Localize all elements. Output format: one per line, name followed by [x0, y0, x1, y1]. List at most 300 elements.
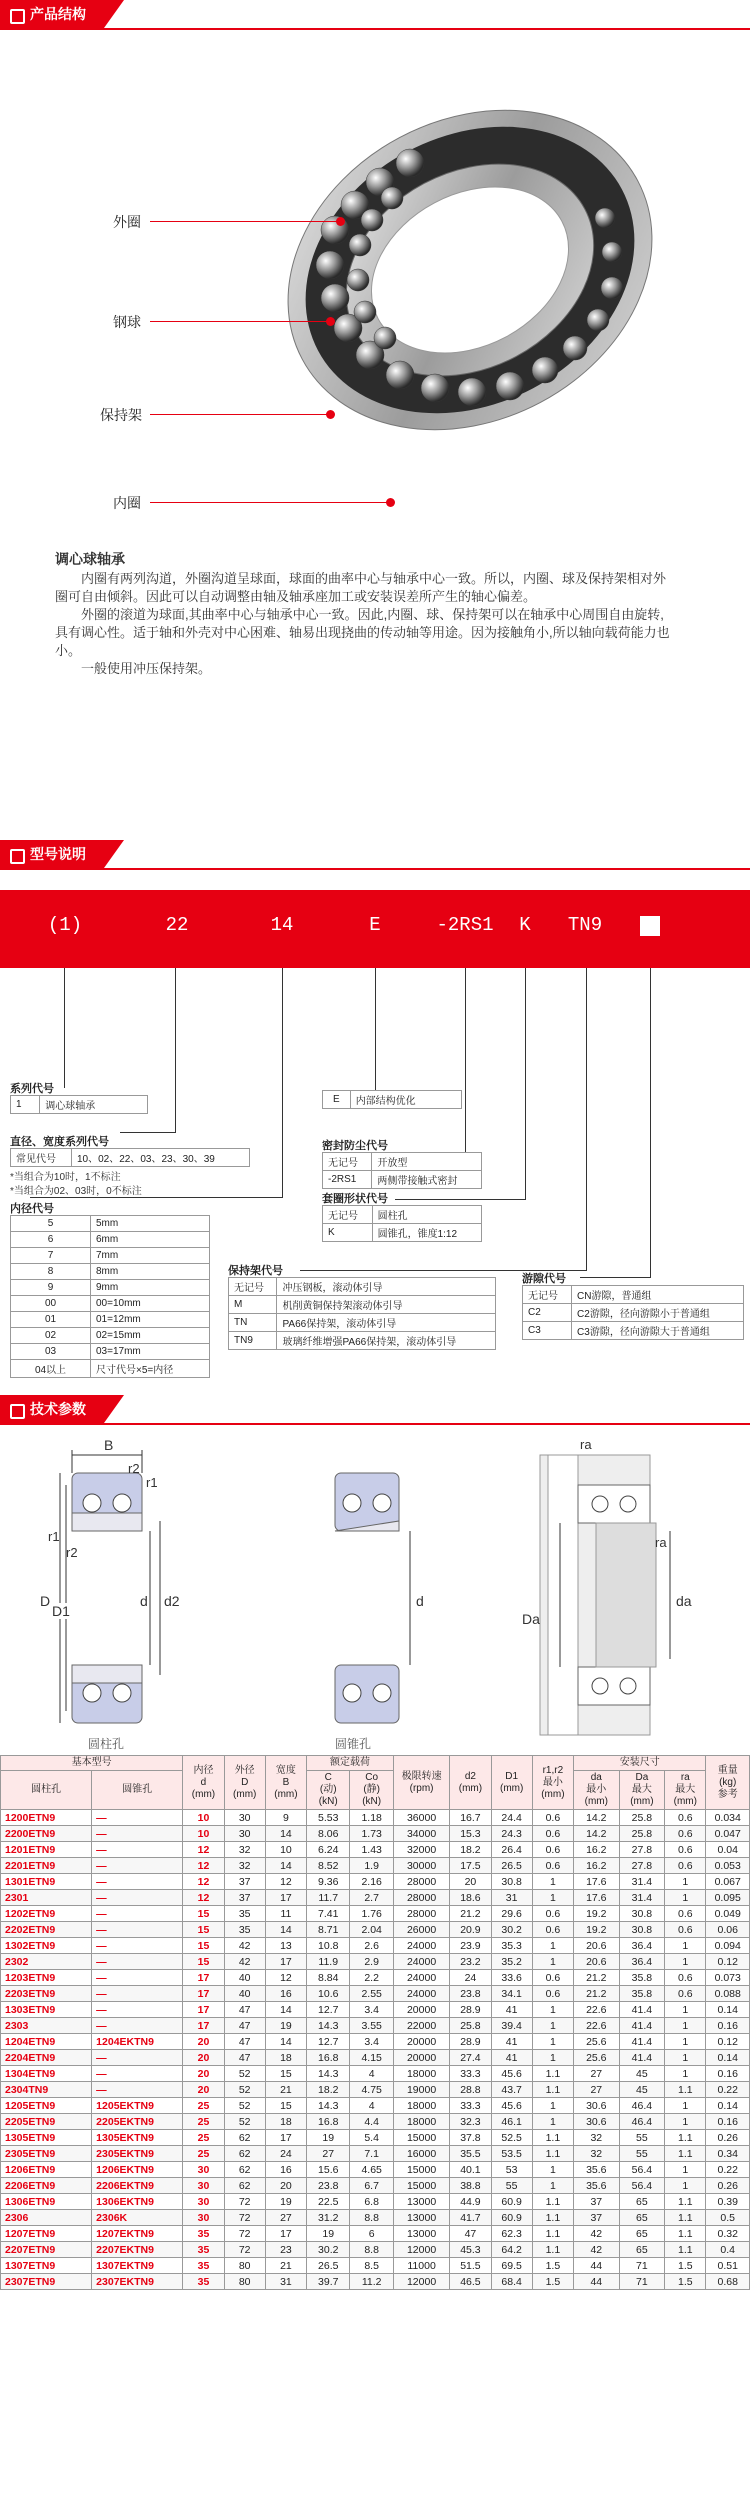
- table-row: [1, 1874, 750, 1890]
- table-cell: 37: [224, 1890, 265, 1906]
- table-cell: C2游隙，径向游隙小于普通组: [572, 1304, 744, 1322]
- table-cell: 6: [11, 1232, 91, 1248]
- table-cell: 0.6: [532, 1906, 573, 1922]
- dimension-drawings: [0, 1425, 750, 1755]
- table-cell: 26.5: [491, 1858, 532, 1874]
- table-cell: 1305EKTN9: [92, 2130, 183, 2146]
- table-row: [523, 1286, 744, 1304]
- table-row: [1, 2130, 750, 2146]
- table-cell: 1: [532, 2018, 573, 2034]
- table-cell: 52: [224, 2066, 265, 2082]
- table-cell: TN9: [229, 1332, 277, 1350]
- table-row: [1, 1970, 750, 1986]
- table-cell: 35.8: [619, 1970, 665, 1986]
- code-width: 22: [165, 914, 189, 936]
- table-cell: 20: [265, 2178, 306, 2194]
- table-cell: 20: [450, 1874, 491, 1890]
- table-cell: 71: [619, 2274, 665, 2290]
- table-cell: 56.4: [619, 2178, 665, 2194]
- table-cell: 3.4: [350, 2034, 393, 2050]
- header-basic-model: 基本型号: [1, 1756, 183, 1771]
- table-cell: —: [92, 2002, 183, 2018]
- table-cell: 46.1: [491, 2114, 532, 2130]
- table-cell: 14.3: [307, 2098, 350, 2114]
- table-cell: 冲压钢板，滚动体引导: [277, 1278, 496, 1296]
- table-cell: 23.8: [450, 1986, 491, 2002]
- connector: [580, 1277, 651, 1278]
- header-cylindrical: 圆柱孔: [1, 1771, 92, 1810]
- table-cell: 44.9: [450, 2194, 491, 2210]
- table-cell: 15: [265, 2098, 306, 2114]
- table-row: [11, 1264, 210, 1280]
- table-cell: 17: [265, 1954, 306, 1970]
- table-cell: 17: [265, 2226, 306, 2242]
- table-cell: 5mm: [91, 1216, 210, 1232]
- table-cell: 10: [265, 1842, 306, 1858]
- table-row: [229, 1314, 496, 1332]
- table-cell: 1307ETN9: [1, 2258, 92, 2274]
- table-cell: 17: [183, 1986, 224, 2002]
- table-row: [1, 1954, 750, 1970]
- table-header-row: [1, 1756, 750, 1771]
- table-row: [1, 2114, 750, 2130]
- table-cell: —: [92, 2082, 183, 2098]
- table-cell: CN游隙，普通组: [572, 1286, 744, 1304]
- table-cell: 4.15: [350, 2050, 393, 2066]
- table-cell: 0.51: [706, 2258, 750, 2274]
- table-cell: 2305EKTN9: [92, 2146, 183, 2162]
- table-cell: 7mm: [91, 1248, 210, 1264]
- width-code-table: [10, 1148, 250, 1167]
- table-cell: C3: [523, 1322, 572, 1340]
- table-cell: 2207ETN9: [1, 2242, 92, 2258]
- code-series: (1): [47, 914, 83, 936]
- table-row: [1, 2226, 750, 2242]
- table-cell: 28000: [393, 1874, 449, 1890]
- table-cell: 62.3: [491, 2226, 532, 2242]
- leader-ball: [150, 321, 330, 322]
- clearance-code-table: [522, 1285, 744, 1340]
- table-cell: 15.6: [307, 2162, 350, 2178]
- table-cell: 27: [265, 2210, 306, 2226]
- table-cell: 44: [574, 2274, 620, 2290]
- table-cell: 12000: [393, 2274, 449, 2290]
- table-cell: 35.5: [450, 2146, 491, 2162]
- caption-cylindrical-bore: 圆柱孔: [88, 1737, 125, 1751]
- table-cell: 6: [350, 2226, 393, 2242]
- table-cell: —: [92, 1954, 183, 1970]
- table-cell: 1.1: [532, 2194, 573, 2210]
- table-cell: 16000: [393, 2146, 449, 2162]
- table-cell: 0.047: [706, 1826, 750, 1842]
- table-cell: 0.053: [706, 1858, 750, 1874]
- table-cell: 1: [532, 2034, 573, 2050]
- series-code-title: 系列代号: [10, 1083, 54, 1095]
- table-cell: 27: [574, 2066, 620, 2082]
- table-cell: 52: [224, 2082, 265, 2098]
- header-rated-load: 额定载荷: [307, 1756, 394, 1771]
- table-cell: 0.6: [532, 1810, 573, 1826]
- marker-ball: [326, 317, 335, 326]
- table-cell: 2303: [1, 2018, 92, 2034]
- table-cell: 14: [265, 1858, 306, 1874]
- table-cell: 2305ETN9: [1, 2146, 92, 2162]
- table-cell: 1303ETN9: [1, 2002, 92, 2018]
- label-da-inner: da: [676, 1593, 692, 1609]
- description-title: 调心球轴承: [55, 551, 125, 567]
- table-cell: 0.68: [706, 2274, 750, 2290]
- code-seal: -2RS1: [436, 914, 494, 936]
- table-cell: 3.55: [350, 2018, 393, 2034]
- table-cell: 62: [224, 2162, 265, 2178]
- table-cell: 18: [265, 2050, 306, 2066]
- cage-code-table: [228, 1277, 496, 1350]
- leader-inner-ring: [150, 502, 390, 503]
- table-cell: 52.5: [491, 2130, 532, 2146]
- table-cell: 40: [224, 1986, 265, 2002]
- table-row: [1, 2050, 750, 2066]
- width-code-title: 直径、宽度系列代号: [10, 1136, 109, 1148]
- table-row: [11, 1344, 210, 1360]
- table-cell: 01: [11, 1312, 91, 1328]
- table-cell: 2206ETN9: [1, 2178, 92, 2194]
- table-cell: 0.067: [706, 1874, 750, 1890]
- table-cell: 0.22: [706, 2082, 750, 2098]
- table-cell: 18000: [393, 2114, 449, 2130]
- table-cell: 24000: [393, 1954, 449, 1970]
- connector: [175, 968, 176, 1133]
- table-cell: 12.7: [307, 2034, 350, 2050]
- table-row: [11, 1149, 250, 1167]
- table-cell: —: [92, 2050, 183, 2066]
- table-row: [1, 1810, 750, 1826]
- table-cell: 21.2: [574, 1970, 620, 1986]
- table-row: [323, 1091, 462, 1109]
- table-cell: 52: [224, 2114, 265, 2130]
- section-header-model: [0, 840, 750, 870]
- table-cell: 28.9: [450, 2002, 491, 2018]
- table-cell: 31.4: [619, 1874, 665, 1890]
- table-cell: 1: [665, 2098, 706, 2114]
- table-cell: 17.6: [574, 1874, 620, 1890]
- table-cell: 36000: [393, 1810, 449, 1826]
- table-row: [1, 2082, 750, 2098]
- table-cell: 0.12: [706, 1954, 750, 1970]
- label-d2: d2: [164, 1593, 180, 1609]
- table-cell: —: [92, 1874, 183, 1890]
- table-cell: 41.4: [619, 2018, 665, 2034]
- table-cell: 1: [665, 2178, 706, 2194]
- bore-shape-code-title: 套圈形状代号: [322, 1193, 388, 1205]
- table-cell: 1.73: [350, 1826, 393, 1842]
- table-cell: —: [92, 2018, 183, 2034]
- table-cell: 无记号: [323, 1206, 373, 1224]
- table-cell: 10.8: [307, 1938, 350, 1954]
- table-cell: 0.073: [706, 1970, 750, 1986]
- table-cell: 0.6: [532, 1922, 573, 1938]
- table-cell: 30.8: [619, 1922, 665, 1938]
- table-row: [1, 2066, 750, 2082]
- table-cell: 2.16: [350, 1874, 393, 1890]
- table-cell: 16.8: [307, 2114, 350, 2130]
- table-cell: E: [323, 1091, 351, 1109]
- description-paragraph: 一般使用冲压保持架。: [81, 661, 212, 676]
- table-cell: 1.18: [350, 1810, 393, 1826]
- width-note: *当组合为02、03时，0不标注: [10, 1186, 142, 1197]
- table-cell: 47: [224, 2050, 265, 2066]
- table-cell: 22.6: [574, 2002, 620, 2018]
- table-cell: 2307ETN9: [1, 2274, 92, 2290]
- header-outer-d: 外径 D (mm): [224, 1756, 265, 1810]
- table-cell: 18.2: [307, 2082, 350, 2098]
- table-cell: 9.36: [307, 1874, 350, 1890]
- table-cell: 24: [265, 2146, 306, 2162]
- table-cell: 16.8: [307, 2050, 350, 2066]
- table-cell: 18.6: [450, 1890, 491, 1906]
- table-cell: 55: [619, 2130, 665, 2146]
- table-cell: 42: [224, 1954, 265, 1970]
- code-structure: E: [369, 914, 381, 936]
- model-code-bar: [0, 890, 750, 968]
- table-cell: C2: [523, 1304, 572, 1322]
- code-bore-shape: K: [519, 914, 531, 936]
- table-cell: 30: [183, 2194, 224, 2210]
- table-cell: 02: [11, 1328, 91, 1344]
- table-cell: 25: [183, 2146, 224, 2162]
- table-cell: 28.9: [450, 2034, 491, 2050]
- table-cell: 37: [574, 2210, 620, 2226]
- table-cell: 26.4: [491, 1842, 532, 1858]
- table-cell: 0.6: [665, 1826, 706, 1842]
- table-cell: 23.8: [307, 2178, 350, 2194]
- table-cell: 0.26: [706, 2130, 750, 2146]
- label-ra-top: ra: [580, 1437, 592, 1452]
- table-cell: 12: [183, 1890, 224, 1906]
- table-cell: 00=10mm: [91, 1296, 210, 1312]
- table-cell: 15: [183, 1954, 224, 1970]
- table-cell: 1.1: [665, 2082, 706, 2098]
- table-cell: 41: [491, 2002, 532, 2018]
- connector: [650, 968, 651, 1278]
- table-cell: 20: [183, 2066, 224, 2082]
- table-row: [323, 1171, 482, 1189]
- table-cell: 11000: [393, 2258, 449, 2274]
- table-cell: 2.7: [350, 1890, 393, 1906]
- table-cell: 1306ETN9: [1, 2194, 92, 2210]
- table-cell: 0.39: [706, 2194, 750, 2210]
- table-cell: 13000: [393, 2194, 449, 2210]
- table-cell: 72: [224, 2210, 265, 2226]
- label-ball: 钢球: [113, 314, 141, 330]
- table-cell: 27.4: [450, 2050, 491, 2066]
- table-cell: 32: [574, 2130, 620, 2146]
- table-cell: 19.2: [574, 1906, 620, 1922]
- table-cell: 4.4: [350, 2114, 393, 2130]
- table-cell: 46.4: [619, 2114, 665, 2130]
- table-cell: 0.095: [706, 1890, 750, 1906]
- table-cell: 1.5: [532, 2258, 573, 2274]
- table-cell: 2.04: [350, 1922, 393, 1938]
- code-clearance-box: [640, 916, 660, 936]
- table-cell: 38.8: [450, 2178, 491, 2194]
- label-r1: r1: [146, 1475, 158, 1490]
- table-cell: 37: [574, 2194, 620, 2210]
- table-cell: 0.16: [706, 2114, 750, 2130]
- table-cell: 1: [532, 2098, 573, 2114]
- table-cell: 2206EKTN9: [92, 2178, 183, 2194]
- table-cell: 31: [491, 1890, 532, 1906]
- table-cell: 62: [224, 2146, 265, 2162]
- label-d-outer: D: [40, 1593, 51, 1609]
- table-cell: 41: [491, 2034, 532, 2050]
- table-cell: 2301: [1, 1890, 92, 1906]
- table-cell: 01=12mm: [91, 1312, 210, 1328]
- table-cell: 24.3: [491, 1826, 532, 1842]
- table-cell: 32.3: [450, 2114, 491, 2130]
- table-cell: 23: [265, 2242, 306, 2258]
- section-header-structure: [0, 0, 750, 30]
- table-cell: 26000: [393, 1922, 449, 1938]
- table-cell: 7.1: [350, 2146, 393, 2162]
- table-row: [1, 1906, 750, 1922]
- connector: [64, 968, 65, 1088]
- table-cell: 1.1: [665, 2226, 706, 2242]
- label-inner-ring: 内圈: [113, 495, 141, 511]
- table-cell: —: [92, 1826, 183, 1842]
- table-cell: 25: [183, 2098, 224, 2114]
- table-row: [11, 1296, 210, 1312]
- table-cell: 15000: [393, 2130, 449, 2146]
- table-cell: 0.6: [532, 1970, 573, 1986]
- table-cell: 12: [265, 1874, 306, 1890]
- header-r: r1,r2 最小 (mm): [532, 1756, 573, 1810]
- table-cell: 1: [532, 2050, 573, 2066]
- seal-code-table: [322, 1152, 482, 1189]
- table-row: [523, 1304, 744, 1322]
- table-cell: 29.6: [491, 1906, 532, 1922]
- table-cell: 7: [11, 1248, 91, 1264]
- table-cell: 6.7: [350, 2178, 393, 2194]
- label-d1: D1: [52, 1603, 70, 1619]
- table-cell: 3.4: [350, 2002, 393, 2018]
- table-cell: 47: [224, 2034, 265, 2050]
- table-cell: 68.4: [491, 2274, 532, 2290]
- table-row: [1, 2034, 750, 2050]
- table-cell: 30.8: [619, 1906, 665, 1922]
- table-cell: 17.6: [574, 1890, 620, 1906]
- table-cell: 62: [224, 2178, 265, 2194]
- table-cell: 0.4: [706, 2242, 750, 2258]
- table-cell: 24000: [393, 1970, 449, 1986]
- table-cell: 1: [665, 2002, 706, 2018]
- table-cell: 20: [183, 2034, 224, 2050]
- table-row: [1, 2018, 750, 2034]
- table-cell: —: [92, 2066, 183, 2082]
- table-cell: 0.34: [706, 2146, 750, 2162]
- label-r2: r2: [128, 1461, 140, 1476]
- table-cell: 2.2: [350, 1970, 393, 1986]
- series-code-table: [10, 1095, 148, 1114]
- connector: [120, 1132, 176, 1133]
- table-cell: 17: [183, 1970, 224, 1986]
- table-cell: 65: [619, 2226, 665, 2242]
- table-cell: 16.2: [574, 1842, 620, 1858]
- table-cell: 2201ETN9: [1, 1858, 92, 1874]
- table-cell: 30000: [393, 1858, 449, 1874]
- table-cell: 2204ETN9: [1, 2050, 92, 2066]
- table-cell: 1.1: [665, 2130, 706, 2146]
- table-cell: 10: [183, 1810, 224, 1826]
- table-cell: 36.4: [619, 1954, 665, 1970]
- table-cell: 18000: [393, 2098, 449, 2114]
- table-cell: 1204ETN9: [1, 2034, 92, 2050]
- table-cell: 0.049: [706, 1906, 750, 1922]
- table-cell: 0.14: [706, 2098, 750, 2114]
- table-cell: 20: [183, 2050, 224, 2066]
- table-cell: 32: [574, 2146, 620, 2162]
- table-cell: 0.22: [706, 2162, 750, 2178]
- table-cell: 5.53: [307, 1810, 350, 1826]
- table-cell: 圆柱孔: [372, 1206, 481, 1224]
- table-cell: 16.7: [450, 1810, 491, 1826]
- table-cell: 1.1: [532, 2066, 573, 2082]
- table-cell: 45.3: [450, 2242, 491, 2258]
- marker-cage: [326, 410, 335, 419]
- table-cell: 2302: [1, 1954, 92, 1970]
- table-cell: 30.2: [491, 1922, 532, 1938]
- table-row: [229, 1296, 496, 1314]
- table-cell: 1: [665, 1890, 706, 1906]
- table-cell: 20000: [393, 2002, 449, 2018]
- table-cell: 14: [265, 2034, 306, 2050]
- table-cell: 17.5: [450, 1858, 491, 1874]
- table-cell: 25.6: [574, 2050, 620, 2066]
- table-cell: 15000: [393, 2162, 449, 2178]
- table-cell: 22.6: [574, 2018, 620, 2034]
- table-cell: 1: [665, 1954, 706, 1970]
- table-cell: 25.8: [619, 1826, 665, 1842]
- header-mount: 安装尺寸: [574, 1756, 706, 1771]
- table-cell: 1.1: [532, 2210, 573, 2226]
- table-cell: 1: [665, 2114, 706, 2130]
- table-cell: PA66保持架，滚动体引导: [277, 1314, 496, 1332]
- table-cell: 18.2: [450, 1842, 491, 1858]
- table-cell: 15: [265, 2066, 306, 2082]
- description-paragraph: 外圈的滚道为球面,其曲率中心与轴承中心一致。因此,内圈、球、保持架可以在轴承中心周围自由旋转,具有调心性。适于轴和外壳对中心困难、轴易出现挠曲的传动轴等用途。因为接触角小,所以轴向载荷能力也小。: [55, 607, 670, 658]
- table-cell: 12: [183, 1858, 224, 1874]
- table-row: [1, 1986, 750, 2002]
- table-cell: 内部结构优化: [350, 1091, 461, 1109]
- table-cell: 0.16: [706, 2066, 750, 2082]
- table-cell: 4: [350, 2066, 393, 2082]
- table-cell: 9: [11, 1280, 91, 1296]
- table-row: [1, 2098, 750, 2114]
- table-cell: 1.1: [665, 2194, 706, 2210]
- table-cell: 47: [224, 2002, 265, 2018]
- header-da-min: da 最小 (mm): [574, 1771, 620, 1810]
- table-cell: 65: [619, 2210, 665, 2226]
- table-cell: 1.76: [350, 1906, 393, 1922]
- table-cell: 0.06: [706, 1922, 750, 1938]
- table-cell: —: [92, 1858, 183, 1874]
- table-cell: 35.6: [574, 2162, 620, 2178]
- table-cell: 14.3: [307, 2066, 350, 2082]
- table-cell: 0.6: [532, 1842, 573, 1858]
- table-cell: 30: [183, 2178, 224, 2194]
- table-cell: 1304ETN9: [1, 2066, 92, 2082]
- header-d2: d2 (mm): [450, 1756, 491, 1810]
- table-cell: 1203ETN9: [1, 1970, 92, 1986]
